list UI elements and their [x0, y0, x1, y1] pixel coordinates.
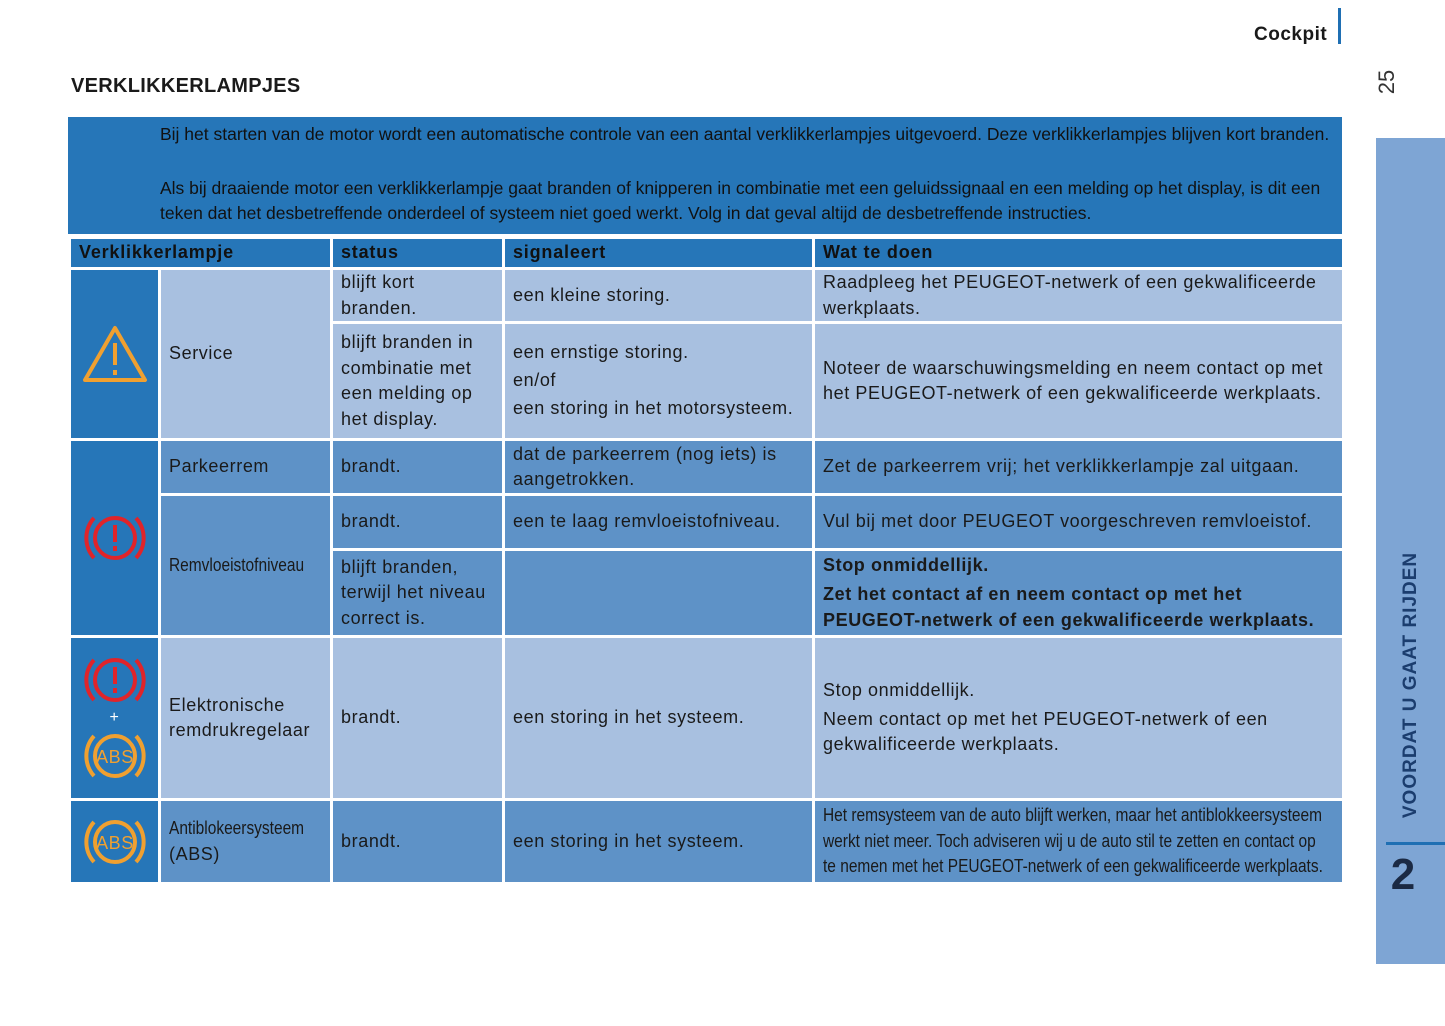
service-signals-2-line-2: en/of [513, 369, 557, 390]
chapter-label: VOORDAT U GAAT RIJDEN [1399, 551, 1421, 819]
brake-fluid-signals-2 [504, 550, 814, 637]
brake-fluid-name-cell [160, 495, 332, 637]
brake-warning-icon [80, 650, 150, 710]
intro-paragraph-1: Bij het starten van de motor wordt een automatische controle van een aantal verklikkerlampjes uitgevoerd. Deze verklikkerlampjes blijven kort branden. [160, 124, 1330, 144]
abs-action-line-3: te nemen met het PEUGEOT-netwerk of een gekwalificeerde werkplaats. [823, 856, 1323, 877]
brake-fluid-name: Remvloeistofniveau [169, 554, 305, 575]
brake-fluid-status-1: brandt. [332, 495, 504, 550]
abs-icon-label: ABS [95, 832, 134, 853]
ebd-icon-cell [70, 637, 160, 800]
brake-fluid-action-2-line-2: Zet het contact af en neem contact op met het PEUGEOT-netwerk of een gekwalificeerde werkplaats. [823, 584, 1315, 630]
brake-fluid-status-2: blijft branden, terwijl het niveau correct is. [332, 550, 504, 637]
column-header-action: Wat te doen [814, 238, 1344, 269]
chapter-number: 2 [1390, 850, 1416, 899]
brake-fluid-action-2 [814, 550, 1344, 637]
intro-paragraph-2: Als bij draaiende motor een verklikkerlampje gaat branden of knipperen in combinatie met een geluidssignaal en een melding op het display, is dit een teken dat het desbetreffende onderdeel of systeem niet goed werkt. Volg in dat geval altijd de desbetreffende instructies. [160, 178, 1321, 223]
column-header-signals: signaleert [504, 238, 814, 269]
ebd-action-line-2: Neem contact op met het PEUGEOT-netwerk of een gekwalificeerde werkplaats. [823, 708, 1268, 755]
header-divider [1338, 8, 1341, 44]
service-signals-2 [504, 323, 814, 440]
abs-icon-label: ABS [95, 747, 134, 767]
chapter-label-box [1376, 540, 1445, 830]
service-icon-cell [70, 269, 160, 440]
abs-status: brandt. [332, 800, 504, 884]
chapter-divider [1386, 842, 1445, 845]
abs-icon-cell [70, 800, 160, 884]
service-signals-2-line-1: een ernstige storing. [513, 342, 689, 363]
service-name: Service [160, 269, 332, 440]
service-status-1: blijft kort branden. [332, 269, 504, 323]
ebd-signals: een storing in het systeem. [504, 637, 814, 800]
table-row [70, 440, 1344, 495]
page-number: 25 [1374, 69, 1399, 95]
brake-fluid-action-1: Vul bij met door PEUGEOT voorgeschreven remvloeistof. [814, 495, 1344, 550]
abs-action-line-1: Het remsysteem van de auto blijft werken, maar het antiblokkeersysteem [823, 805, 1323, 826]
brake-fluid-action-2-line-1: Stop onmiddellijk. [823, 554, 989, 575]
section-title: Cockpit [1254, 24, 1328, 45]
table-header-row [70, 238, 1344, 269]
column-header-status: status [332, 238, 504, 269]
table-row [70, 800, 1344, 884]
table-row [70, 637, 1344, 800]
parking-brake-action: Zet de parkeerrem vrij; het verklikkerlampje zal uitgaan. [814, 440, 1344, 495]
brake-icon-cell [70, 440, 160, 637]
parking-brake-signals: dat de parkeerrem (nog iets) is aangetrokken. [504, 440, 814, 495]
abs-action-line-2: werkt niet meer. Toch adviseren wij u de auto stil te zetten en contact op [823, 830, 1316, 851]
table-row [70, 269, 1344, 323]
column-header-lamp: Verklikkerlampje [70, 238, 332, 269]
ebd-name: Elektronische remdrukregelaar [160, 637, 332, 800]
service-signals-1: een kleine storing. [504, 269, 814, 323]
ebd-action-line-1: Stop onmiddellijk. [823, 680, 975, 701]
page-title: VERKLIKKERLAMPJES [71, 75, 301, 97]
table-row [70, 495, 1344, 550]
service-status-2: blijft branden in combinatie met een melding op het display. [332, 323, 504, 440]
plus-sign: + [109, 709, 120, 726]
intro-box [68, 117, 1342, 234]
abs-signals: een storing in het systeem. [504, 800, 814, 884]
parking-brake-name: Parkeerrem [160, 440, 332, 495]
abs-icon [80, 812, 150, 872]
parking-brake-status: brandt. [332, 440, 504, 495]
abs-action [814, 800, 1344, 884]
warning-lights-table [68, 236, 1345, 885]
service-signals-2-line-3: een storing in het motorsysteem. [513, 398, 794, 419]
brake-warning-icon [80, 508, 150, 568]
abs-name [160, 800, 332, 884]
service-action-1: Raadpleeg het PEUGEOT-netwerk of een gekwalificeerde werkplaats. [814, 269, 1344, 323]
ebd-action [814, 637, 1344, 800]
abs-name-line-2: (ABS) [169, 843, 221, 864]
ebd-status: brandt. [332, 637, 504, 800]
abs-icon [80, 726, 150, 786]
warning-triangle-icon [80, 323, 150, 385]
abs-name-line-1: Antiblokeersysteem [169, 818, 305, 838]
service-action-2: Noteer de waarschuwingsmelding en neem contact op met het PEUGEOT-netwerk of een gekwalificeerde werkplaats. [814, 323, 1344, 440]
brake-fluid-signals-1: een te laag remvloeistofniveau. [504, 495, 814, 550]
